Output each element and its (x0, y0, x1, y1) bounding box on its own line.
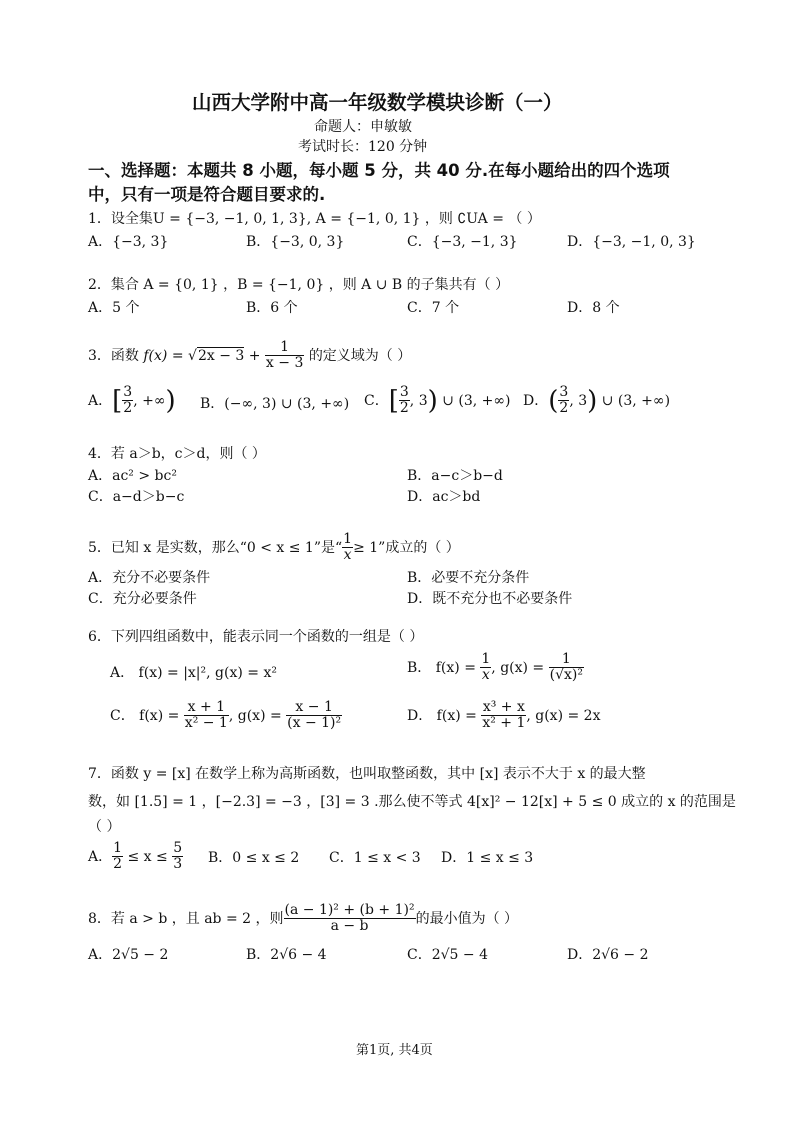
q2-option-b: B．6 个 (246, 300, 298, 316)
q1-option-b: B．{−3, 0, 3} (246, 234, 345, 250)
page-footer: 第1页, 共4页 (356, 1043, 433, 1058)
q3-a-den: 2 (123, 400, 133, 417)
q3-c-union: ∪ (3, +∞) (437, 392, 511, 409)
q6-b-num1: 1 (481, 651, 491, 667)
q3-d-three: , 3 (569, 392, 588, 409)
q7-option-d: D．1 ≤ x ≤ 3 (441, 850, 534, 866)
q7-a-den2: 3 (173, 856, 183, 873)
q1-option-a: A．{−3, 3} (88, 234, 169, 250)
q6-c-g: , g(x) = (228, 707, 287, 724)
q6-option-c (110, 700, 342, 732)
duration-line: 考试时长：120 分钟 (298, 139, 428, 155)
q3-d-num: 3 (559, 384, 569, 400)
q5-option-d: D．既不充分也不必要条件 (407, 591, 573, 607)
q3-option-d: D．( $\frac{3}{2}$ , 3) ∪ (3, +∞) (523, 384, 671, 417)
q3-b-label: B． (200, 396, 225, 412)
q6-c-frac1 (184, 700, 229, 732)
q7-a-mid: ≤ x ≤ (123, 848, 173, 865)
q1-option-d: D．{−3, −1, 0, 3} (567, 234, 696, 250)
question-1-stem: 1．设全集U = {−3, −1, 0, 1, 3}, A = {−1, 0, 1} ，则 ∁UA = （ ） (88, 211, 541, 227)
q6-d-num: x³ + x (482, 699, 525, 715)
q5-option-a: A．充分不必要条件 (88, 570, 211, 586)
q3-a-inf: , +∞ (133, 392, 166, 409)
q8-option-c: C．2√5 − 4 (407, 947, 488, 963)
q2-option-a: A．5 个 (88, 300, 140, 316)
question-7-line3: （ ） (88, 819, 121, 835)
q3-d-union: ∪ (3, +∞) (597, 392, 671, 409)
q6-b-den2: (√x)² (549, 667, 583, 684)
q6-c-label: C． f(x) = (110, 707, 184, 724)
q5-num: 1 (343, 531, 353, 547)
q5-fraction (342, 532, 353, 564)
q3-c-frac (399, 385, 410, 417)
question-2-stem: 2．集合 A = {0, 1} ，B = {−1, 0} ，则 A ∪ B 的子集共有（ ） (88, 277, 510, 293)
q3-b-text: (−∞, 3) ∪ (3, +∞) (224, 396, 350, 412)
q4-option-d: D．ac＞bd (407, 489, 481, 505)
q3-frac-den: x − 3 (265, 355, 304, 372)
q4-option-b: B．a−c＞b−d (407, 468, 503, 484)
q3-option-b (200, 396, 349, 412)
q8-fraction (284, 903, 416, 935)
q3-d-frac (558, 385, 569, 417)
q6-c-den1: x² − 1 (184, 715, 228, 732)
q3-option-c: C．[ $\frac{3}{2}$ , 3) ∪ (3, +∞) (364, 384, 511, 417)
q8-num: (a − 1)² + (b + 1)² (284, 902, 415, 918)
q7-a-num2: 5 (173, 840, 183, 856)
q8-post: 的最小值为（ ） (415, 910, 519, 927)
q4-option-a: A．ac² > bc² (88, 468, 177, 484)
q2-option-c: C．7 个 (407, 300, 460, 316)
q6-c-frac2 (286, 700, 342, 732)
q3-d-den: 2 (559, 400, 569, 417)
q6-d-frac (481, 700, 526, 732)
q4-option-c: C．a−d＞b−c (88, 489, 185, 505)
q6-b-num2: 1 (549, 652, 584, 668)
q7-option-a (88, 841, 183, 873)
q5-den: x (343, 547, 352, 564)
q3-a-num: 3 (123, 384, 133, 400)
section-heading-line1: 一、选择题：本题共 8 小题，每小题 5 分，共 40 分.在每小题给出的四个选项 (88, 161, 670, 180)
q2-option-d: D．8 个 (567, 300, 620, 316)
q3-d-label: D． (523, 392, 549, 409)
q6-option-a: A． f(x) = |x|², g(x) = x² (110, 665, 277, 681)
q1-option-c: C．{−3, −1, 3} (407, 234, 518, 250)
q6-c-num1: x + 1 (184, 700, 229, 716)
q8-option-d: D．2√6 − 2 (567, 947, 649, 963)
q5-option-c: C．充分必要条件 (88, 591, 197, 607)
question-5-stem (88, 532, 460, 564)
q5-option-b: B．必要不充分条件 (407, 570, 530, 586)
q3-c-three: , 3 (409, 392, 428, 409)
question-7-line1: 7．函数 y = [x] 在数学上称为高斯函数，也叫取整函数，其中 [x] 表示不大于 x 的最大整 (88, 766, 646, 782)
q3-plus: + (244, 347, 265, 364)
q3-fraction (265, 340, 304, 372)
section-heading-line2: 中，只有一项是符合题目要求的. (88, 185, 326, 204)
q6-b-g: , g(x) = (491, 659, 549, 676)
q6-d-g: , g(x) = 2x (526, 707, 601, 724)
q8-den: a − b (330, 918, 369, 935)
q3-option-a: A．[ $\frac{3}{2}$ , +∞) (88, 384, 176, 417)
question-7-line2: 数，如 [1.5] = 1 ，[−2.3] = −3 ，[3] = 3 .那么使不等式 4[x]² − 12[x] + 5 ≤ 0 成立的 x 的范围是 (88, 794, 736, 810)
q6-b-den1: x (481, 667, 490, 684)
q3-number: 3．函数 (88, 347, 139, 364)
q5-pre: 5．已知 x 是实数，那么“0 < x ≤ 1”是“ (88, 539, 343, 556)
author-line: 命题人：申敏敏 (314, 119, 412, 135)
q3-a-frac (122, 385, 133, 417)
q3-tail: 的定义域为（ ） (308, 347, 412, 364)
q7-option-c: C．1 ≤ x < 3 (329, 850, 421, 866)
q7-a-num1: 1 (113, 840, 123, 856)
q6-d-den: x² + 1 (482, 715, 526, 732)
q3-frac-num: 1 (265, 340, 304, 356)
q3-function: f(x) = (143, 347, 189, 364)
q3-a-label: A． (88, 392, 113, 409)
q3-c-den: 2 (399, 400, 409, 417)
question-3-stem: 3．函数 f(x) = √2x − 3 + $\frac{1}{x - 3}$ 的定义域为（ ） (88, 339, 412, 372)
q6-option-d (407, 700, 600, 732)
q5-post: ≥ 1”成立的（ ） (353, 539, 460, 556)
q6-b-frac1 (480, 652, 491, 684)
question-8-stem (88, 903, 518, 935)
page-title: 山西大学附中高一年级数学模块诊断（一） (192, 91, 563, 114)
question-4-stem: 4．若 a＞b，c＞d，则（ ） (88, 446, 266, 462)
q6-b-label: B． f(x) = (407, 659, 481, 676)
q6-option-b (407, 652, 584, 684)
q3-c-label: C． (364, 392, 389, 409)
q8-pre: 8．若 a > b ，且 ab = 2 ，则 (88, 910, 284, 927)
q7-a-den1: 2 (113, 856, 123, 873)
q8-option-a: A．2√5 − 2 (88, 947, 169, 963)
q3-radicand: 2x − 3 (197, 347, 245, 364)
q3-c-num: 3 (399, 384, 409, 400)
q7-a-frac2 (172, 841, 183, 873)
question-6-stem: 6．下列四组函数中，能表示同一个函数的一组是（ ） (88, 629, 424, 645)
q7-a-frac1 (112, 841, 123, 873)
q6-c-den2: (x − 1)² (287, 715, 342, 732)
q6-b-frac2 (549, 652, 584, 684)
q7-option-b: B．0 ≤ x ≤ 2 (208, 850, 300, 866)
q6-c-num2: x − 1 (286, 700, 342, 716)
q7-a-label: A． (88, 848, 113, 865)
q8-option-b: B．2√6 − 4 (246, 947, 327, 963)
q6-d-label: D． f(x) = (407, 707, 482, 724)
